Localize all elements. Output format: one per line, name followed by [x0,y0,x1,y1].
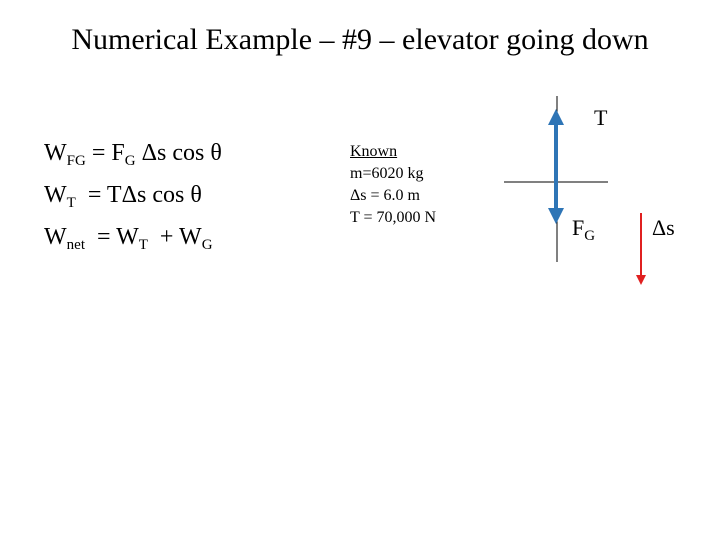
work-gravity-equation: $W_{FG} = F_G$ Δs cos θ [44,140,222,169]
net-work-equation: $W_{net} = W_T + W_G$ [44,224,213,253]
gravity-force-label: $F_G$ [572,215,596,244]
slide-title: Numerical Example – #9 – elevator going down [71,23,649,56]
known-mass: m=6020 kg [350,165,424,182]
tension-label: T [594,105,608,130]
displacement-label: Δs [652,215,675,240]
known-displacement: Δs = 6.0 m [350,187,420,204]
work-tension-equation: $W_T = T\Delta s$ cos θ [44,182,202,211]
known-heading: Known [350,143,398,160]
known-tension: T = 70,000 N [350,209,437,226]
